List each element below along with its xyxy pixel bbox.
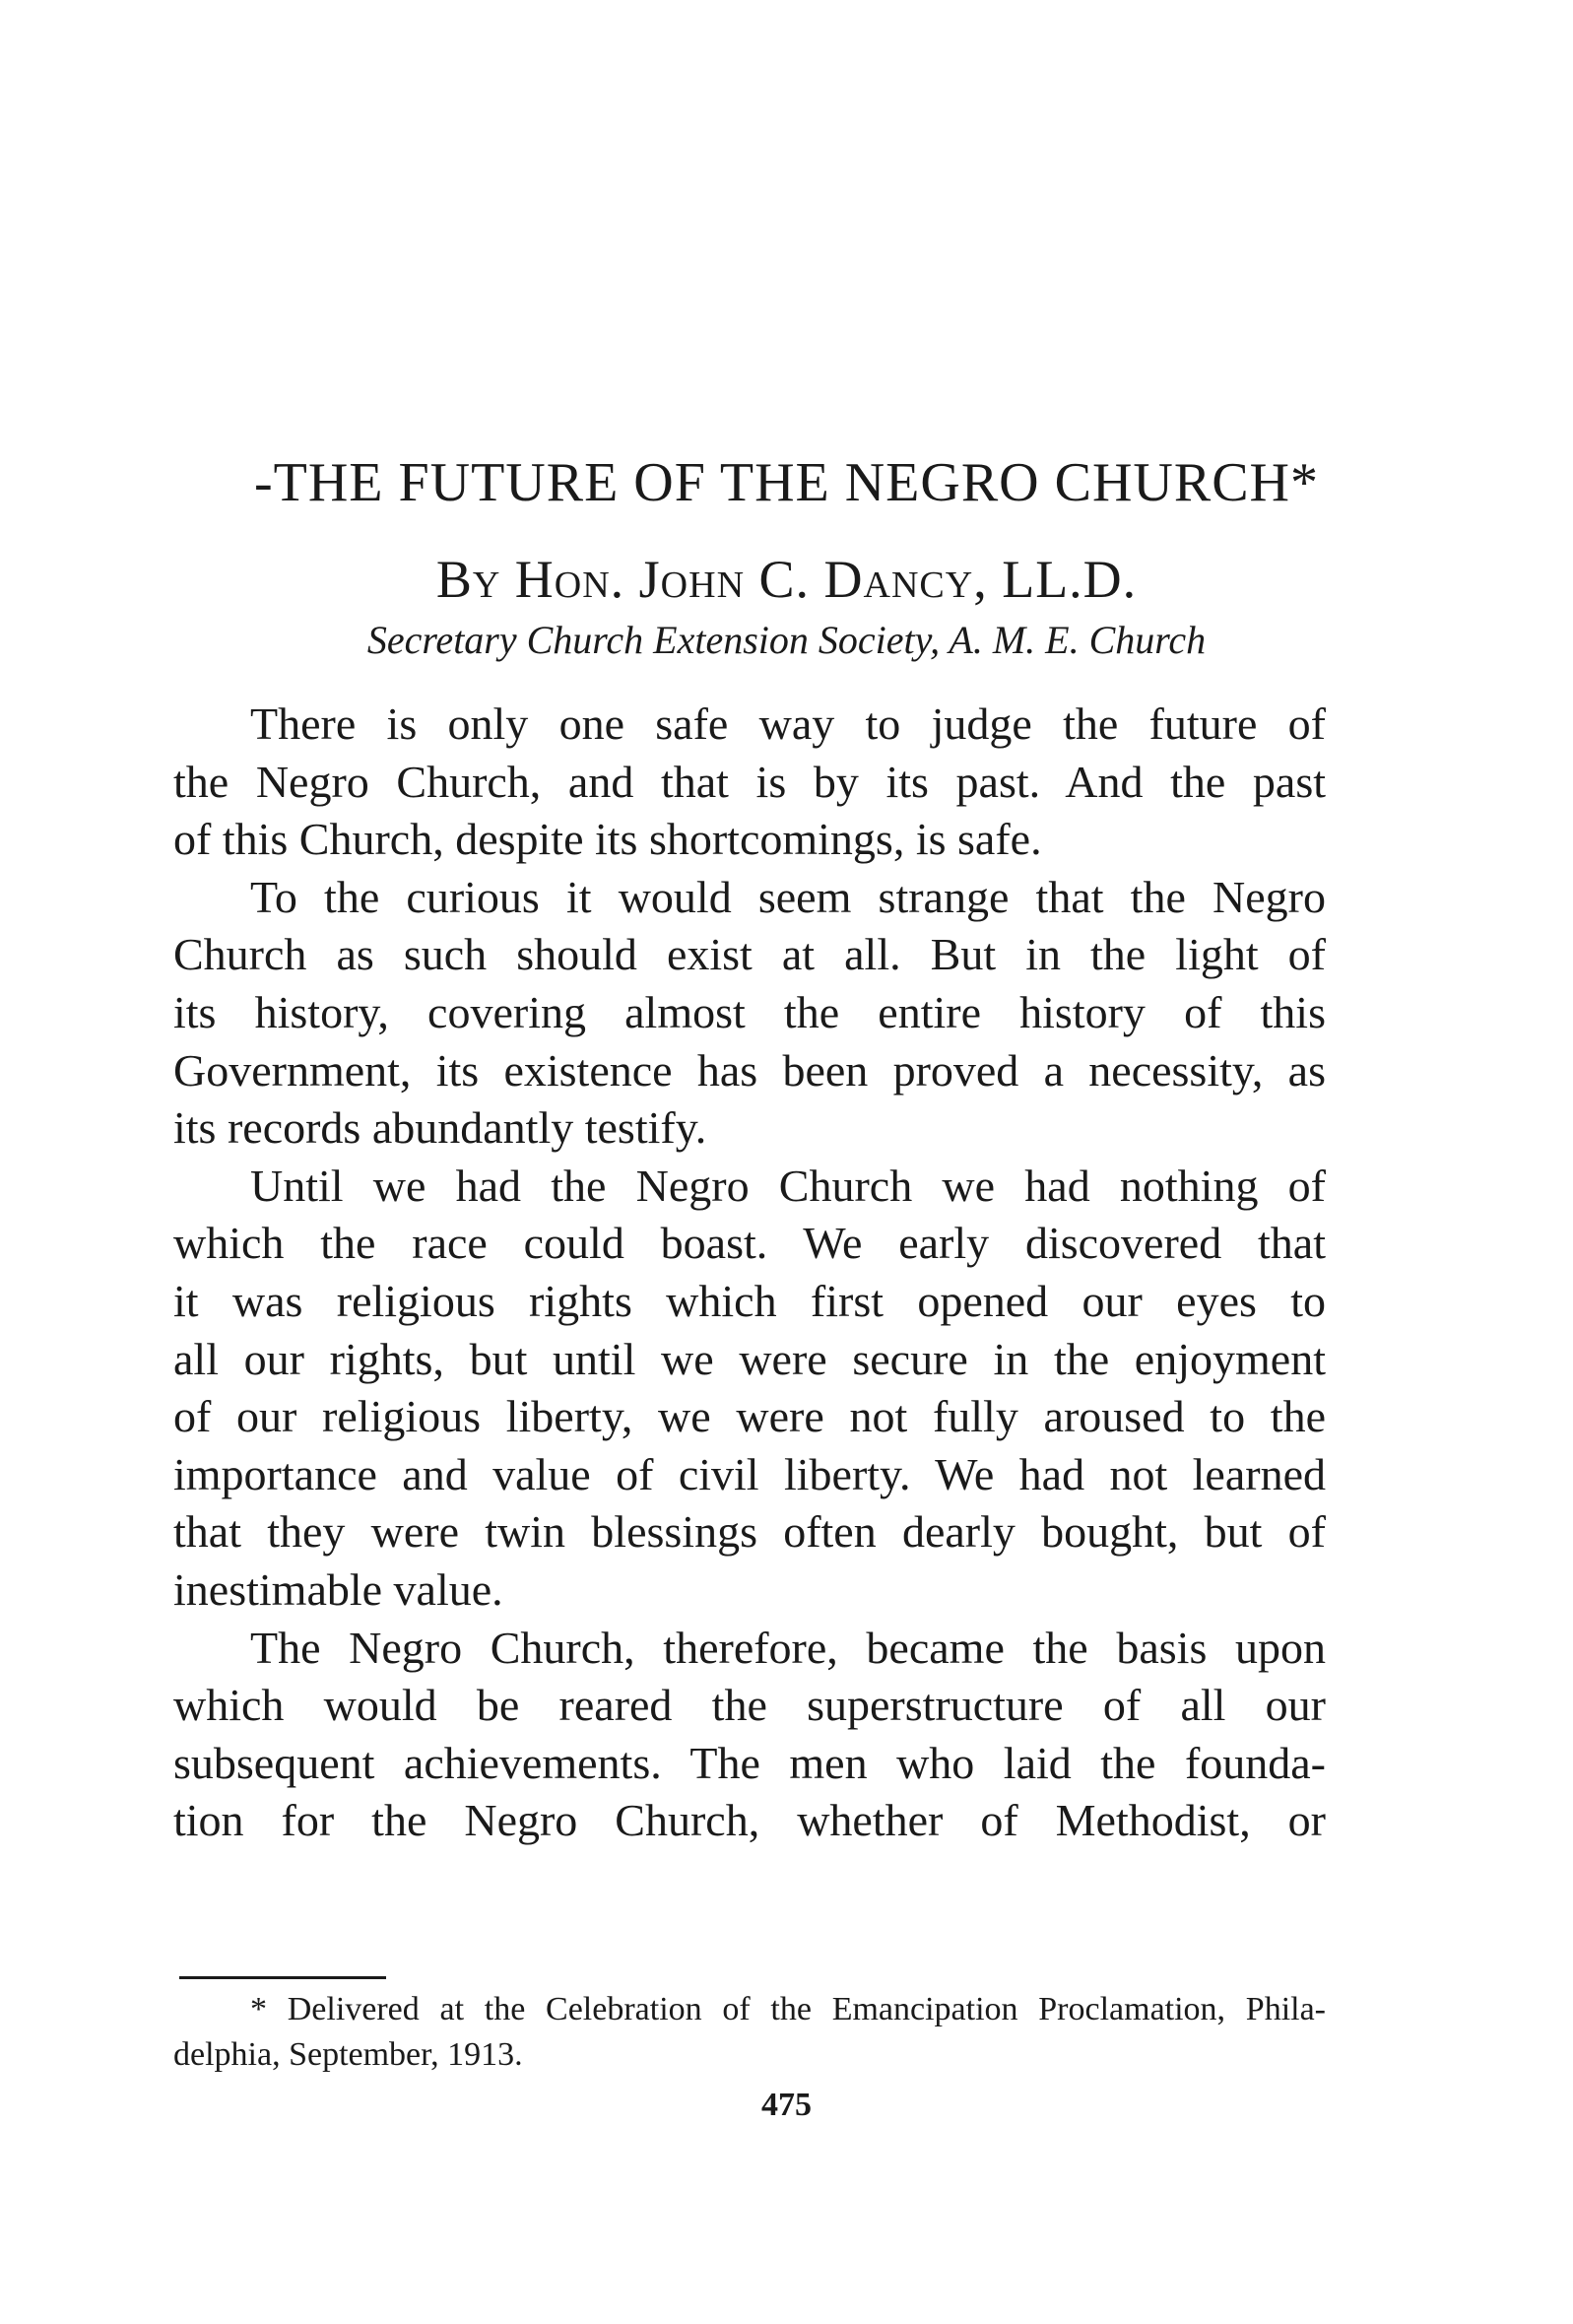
- body-line: that they were twin blessings often dearly bought, but of: [173, 1506, 1326, 1558]
- author-affiliation: Secretary Church Extension Society, A. M. E. Church: [366, 618, 1207, 662]
- byline: [0, 547, 1573, 612]
- body-line: There is only one safe way to judge the future of: [250, 698, 1326, 749]
- byline-honorific: Hon.: [514, 550, 625, 609]
- body-line: To the curious it would seem strange that the Negro: [250, 871, 1326, 922]
- body-line: which would be reared the superstructure of all our: [173, 1680, 1326, 1731]
- footnote-divider: [179, 1976, 386, 1979]
- author-degree: LL.D.: [1002, 550, 1138, 609]
- body-line: of our religious liberty, we were not fully aroused to the: [173, 1391, 1326, 1442]
- body-line: Church as such should exist at all. But in the light of: [173, 929, 1326, 980]
- body-line: Government, its existence has been proved a necessity, as: [173, 1044, 1326, 1096]
- body-line: tion for the Negro Church, whether of Methodist, or: [173, 1795, 1326, 1846]
- body-line: the Negro Church, and that is by its past. And the past: [173, 756, 1326, 807]
- footnote-line: * Delivered at the Celebration of the Emancipation Proclamation, Phila-: [250, 1991, 1326, 2027]
- body-line: it was religious rights which first opened our eyes to: [173, 1275, 1326, 1326]
- body-line: of this Church, despite its shortcomings, is safe.: [173, 814, 1042, 865]
- footnote-line: delphia, September, 1913.: [173, 2036, 523, 2073]
- body-line: its history, covering almost the entire history of this: [173, 986, 1326, 1037]
- author-name: John C. Dancy,: [638, 550, 988, 609]
- body-line: which the race could boast. We early discovered that: [173, 1218, 1326, 1269]
- body-line: Until we had the Negro Church we had nothing of: [250, 1160, 1326, 1211]
- body-line: inestimable value.: [173, 1563, 503, 1615]
- body-line: its records abundantly testify.: [173, 1102, 707, 1154]
- body-line: subsequent achievements. The men who laid the founda-: [173, 1737, 1326, 1788]
- page-number: 475: [761, 2087, 812, 2123]
- article-body: [173, 696, 1326, 1850]
- byline-prefix: By: [435, 550, 501, 609]
- article-title: -THE FUTURE OF THE NEGRO CHURCH*: [254, 452, 1319, 513]
- body-line: all our rights, but until we were secure in the enjoyment: [173, 1333, 1326, 1384]
- body-line: The Negro Church, therefore, became the basis upon: [250, 1622, 1326, 1673]
- footnote: [173, 1987, 1326, 2078]
- body-line: importance and value of civil liberty. We had not learned: [173, 1448, 1326, 1499]
